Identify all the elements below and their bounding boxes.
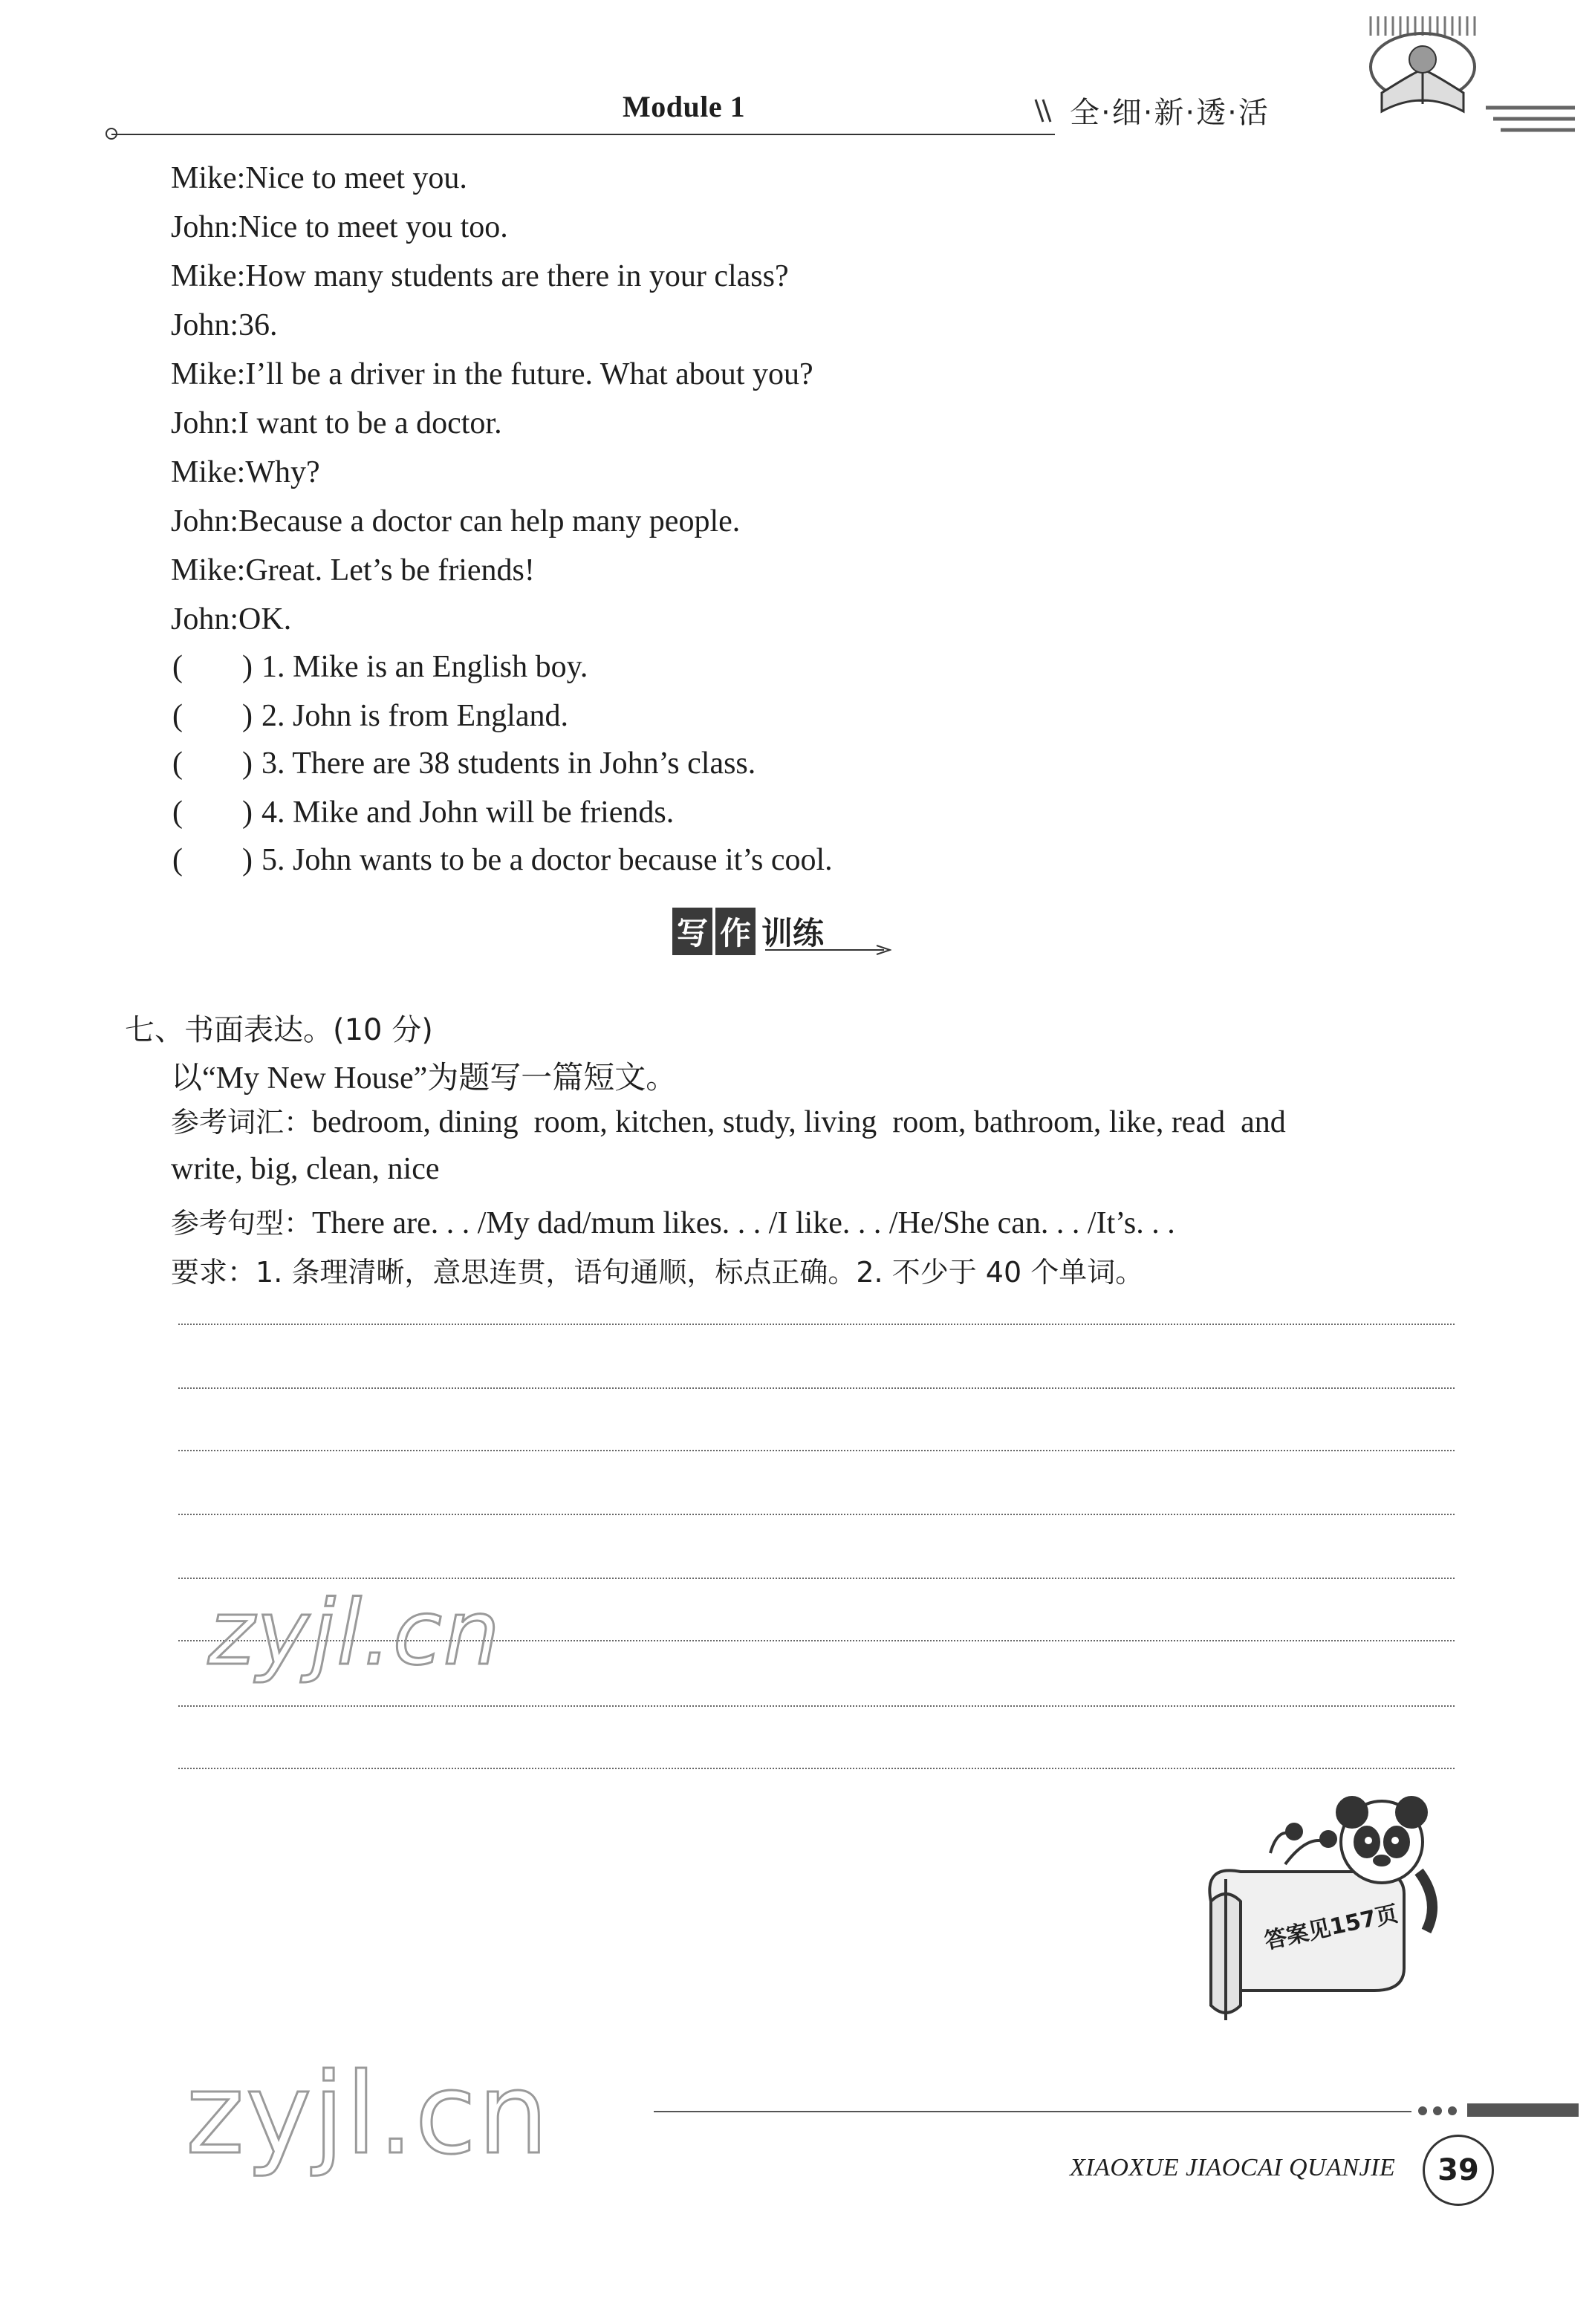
- writing-line[interactable]: [178, 1387, 1455, 1389]
- page-number: 39: [1423, 2135, 1494, 2206]
- answer-blank[interactable]: ( ): [172, 699, 253, 733]
- dialogue-line: Mike:Why?: [171, 455, 320, 489]
- header-slogan: 全·细·新·透·活: [1070, 96, 1270, 130]
- header-rule: [111, 134, 1055, 135]
- footer-series-title: XIAOXUE JIAOCAI QUANJIE: [1070, 2154, 1396, 2181]
- requirement-line: 要求：1. 条理清晰，意思连贯，语句通顺，标点正确。2. 不少于 40 个单词。: [171, 1256, 1144, 1289]
- watermark: zyjl.cn: [208, 1582, 501, 1685]
- banner-char: 作: [715, 908, 756, 955]
- question-text: 1. Mike is an English boy.: [261, 650, 588, 684]
- footer-rule: [654, 2111, 1411, 2112]
- dialogue-line: John:OK.: [171, 602, 292, 637]
- dialogue-line: Mike:I’ll be a driver in the future. What about you?: [171, 357, 813, 391]
- writing-line[interactable]: [178, 1578, 1455, 1579]
- banner-char: 写: [672, 908, 712, 955]
- banner-text: 训练: [761, 915, 825, 951]
- answer-blank[interactable]: ( ): [172, 746, 253, 781]
- vocab-line-2: write, big, clean, nice: [171, 1152, 440, 1186]
- writing-line[interactable]: [178, 1705, 1455, 1707]
- writing-line[interactable]: [178, 1768, 1455, 1769]
- footer-bar: [1467, 2103, 1579, 2117]
- panda-scroll-icon: [1181, 1783, 1463, 2028]
- answer-page-note: 答案见157页: [1262, 1901, 1400, 1955]
- question-text: 3. There are 38 students in John’s class.: [261, 746, 756, 781]
- answer-blank[interactable]: ( ): [172, 843, 253, 877]
- writing-line[interactable]: [178, 1324, 1455, 1325]
- module-title: Module 1: [623, 90, 746, 123]
- writing-line[interactable]: [178, 1450, 1455, 1451]
- writing-line[interactable]: [178, 1514, 1455, 1515]
- footer-dots: [1415, 2105, 1467, 2117]
- pattern-line: 参考句型：There are. . . /My dad/mum likes. . . /I like. . . /He/She can. . . /It’s. . .: [171, 1206, 1175, 1240]
- task-title: 七、书面表达。(10 分): [125, 1013, 433, 1047]
- dialogue-line: Mike:Nice to meet you.: [171, 161, 467, 195]
- task-prompt: 以“My New House”为题写一篇短文。: [171, 1061, 678, 1096]
- dialogue-line: John:I want to be a doctor.: [171, 406, 502, 440]
- answer-blank[interactable]: ( ): [172, 795, 253, 830]
- dialogue-line: Mike:How many students are there in your class?: [171, 259, 789, 293]
- question-text: 2. John is from England.: [261, 699, 568, 733]
- watermark: zyjl.cn: [186, 2050, 550, 2179]
- dialogue-line: John:Because a doctor can help many people.: [171, 504, 741, 538]
- arrow-right-icon: [765, 945, 891, 955]
- answer-blank[interactable]: ( ): [172, 650, 253, 684]
- dialogue-line: John:36.: [171, 308, 278, 342]
- question-text: 4. Mike and John will be friends.: [261, 795, 675, 830]
- dialogue-line: Mike:Great. Let’s be friends!: [171, 553, 535, 587]
- open-book-logo-icon: [1352, 15, 1590, 141]
- slogan-slash-icon: [1033, 97, 1055, 126]
- question-text: 5. John wants to be a doctor because it’s cool.: [261, 843, 833, 877]
- dialogue-line: John:Nice to meet you too.: [171, 210, 508, 244]
- vocab-line: 参考词汇：bedroom, dining room, kitchen, study, living room, bathroom, like, read and: [171, 1105, 1286, 1139]
